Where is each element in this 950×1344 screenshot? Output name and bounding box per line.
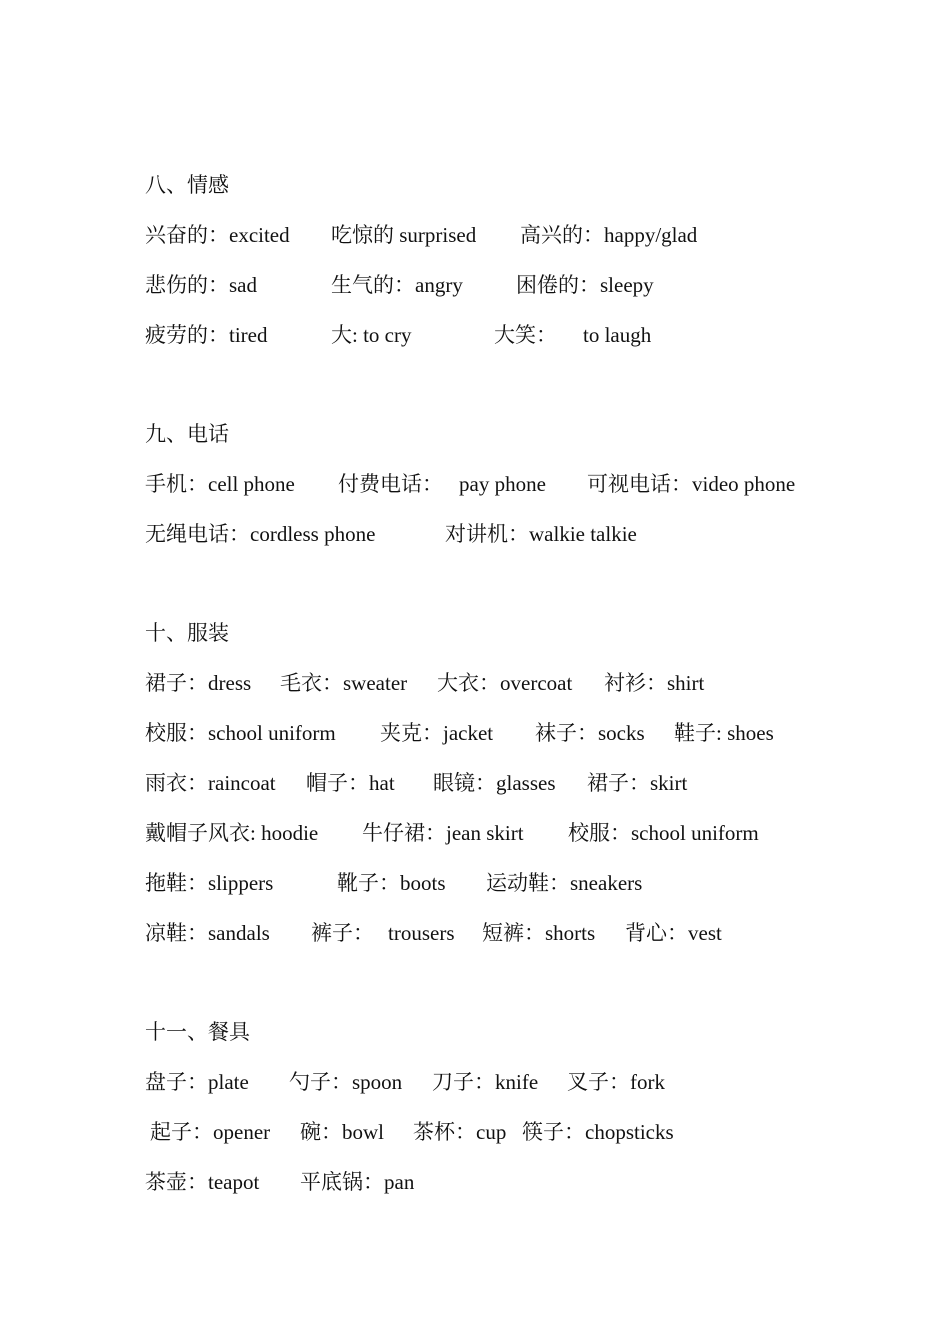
vocab-item: 鞋子: shoes [674,721,774,745]
vocab-item: 戴帽子风衣: hoodie [145,821,319,845]
vocab-item: 盘子：plate [145,1070,249,1094]
vocab-item: 平底锅：pan [300,1170,415,1194]
vocab-item: 悲伤的：sad [145,273,257,297]
vocab-item: 手机：cell phone [145,472,295,496]
vocab-item: 疲劳的：tired [145,323,268,347]
vocab-item: 刀子：knife [432,1070,539,1094]
vocab-item: 袜子：socks [535,721,645,745]
vocab-item: 校服：school uniform [568,821,759,845]
section-heading-clothing: 十、服装 [145,621,229,645]
vocab-item: 生气的：angry [331,273,463,297]
vocab-item: 兴奋的：excited [145,223,290,247]
vocab-item: 毛衣：sweater [280,671,408,695]
vocab-item: 帽子：hat [306,771,395,795]
vocab-item: 无绳电话：cordless phone [145,522,376,546]
vocab-item: trousers [388,921,455,945]
vocab-item: 起子：opener [150,1120,271,1144]
vocab-item: 茶壶：teapot [145,1170,260,1194]
section-heading-telephone: 九、电话 [145,422,229,446]
vocab-item: to laugh [583,323,652,347]
vocab-item: 运动鞋：sneakers [486,871,643,895]
vocab-item: 夹克：jacket [380,721,494,745]
vocab-item: 背心：vest [625,921,722,945]
vocab-item: 牛仔裙：jean skirt [362,821,524,845]
vocab-item: 拖鞋：slippers [145,871,274,895]
vocab-item: pay phone [459,472,546,496]
vocab-item: 大: to cry [331,323,412,347]
vocab-item: 裤子： [311,921,374,945]
vocab-item: 裙子：skirt [587,771,688,795]
vocab-item: 短裤：shorts [482,921,596,945]
vocab-item: 凉鞋：sandals [145,921,270,945]
section-heading-emotions: 八、情感 [145,173,229,197]
vocab-item: 困倦的：sleepy [516,273,654,297]
vocab-item: 眼镜：glasses [433,771,556,795]
vocab-item: 对讲机：walkie talkie [445,522,637,546]
vocab-item: 可视电话：video phone [587,472,796,496]
vocab-item: 吃惊的 surprised [331,223,477,247]
vocab-item: 叉子：fork [567,1070,665,1094]
vocab-item: 校服：school uniform [145,721,336,745]
vocab-item: 雨衣：raincoat [145,771,276,795]
vocab-item: 裙子：dress [145,671,252,695]
vocab-item: 靴子：boots [337,871,446,895]
vocab-item: 大笑： [494,323,557,347]
vocab-item: 衬衫：shirt [604,671,705,695]
vocab-item: 高兴的：happy/glad [520,223,698,247]
section-heading-tableware: 十一、餐具 [145,1020,250,1044]
vocab-item: 筷子：chopsticks [522,1120,674,1144]
vocab-item: 碗：bowl [300,1120,384,1144]
vocab-item: 勺子：spoon [289,1070,403,1094]
vocab-item: 大衣：overcoat [437,671,573,695]
vocab-item: 茶杯：cup [413,1120,507,1144]
vocab-item: 付费电话： [338,472,443,496]
